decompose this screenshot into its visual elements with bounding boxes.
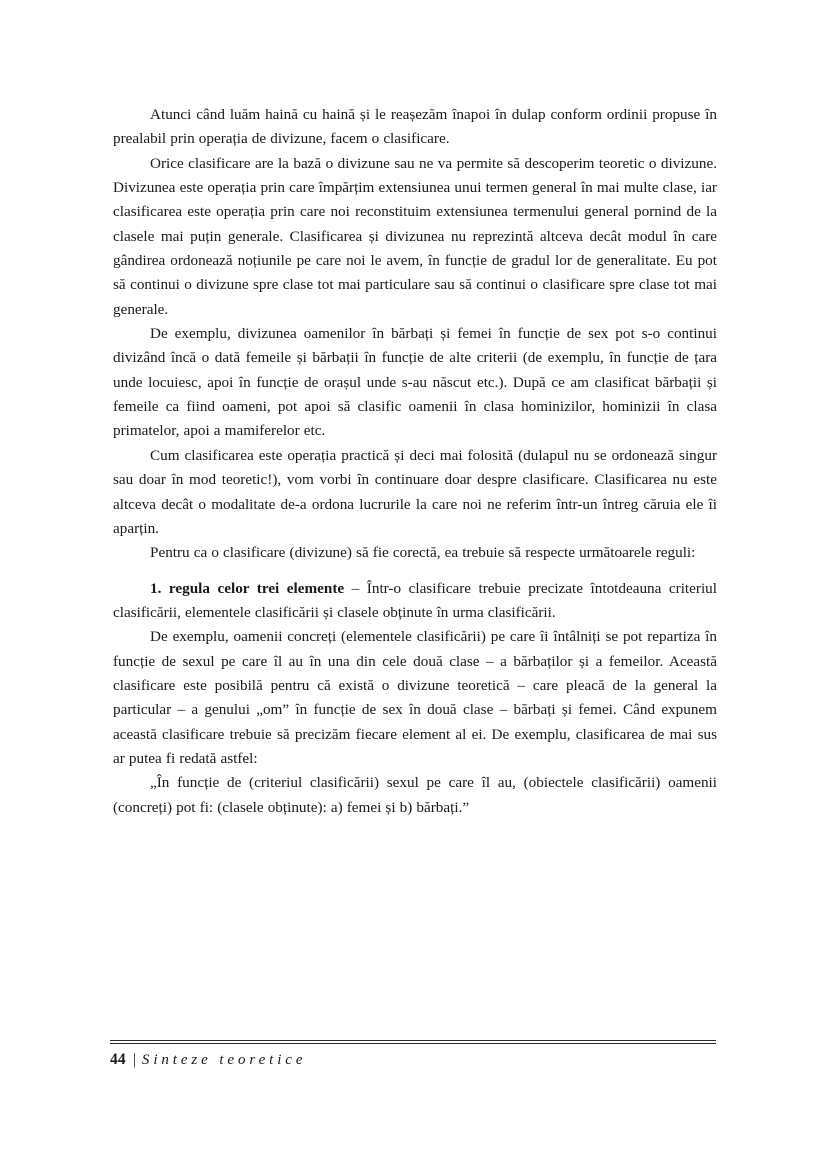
paragraph: De exemplu, oamenii concreți (elementele clasificării) pe care îi întâlniți se pot repartiza în funcție de sexul pe care îl au în una din cele două clase – a bărbaților și a femeilor. Această clasificare este posibilă pentru că există o divizune teoretică – care pleacă de la general la particular – a genului „om” în funcție de sex în două clase – bărbați și femei. Când expunem această clasificare trebuie să precizăm fiecare element al ei. De exemplu, clasificarea de mai sus ar putea fi redată astfel:: [113, 628, 717, 767]
rule-paragraph: [113, 577, 717, 626]
paragraph: Pentru ca o clasificare (divizune) să fie corectă, ea trebuie să respecte următoarele reguli:: [150, 544, 696, 562]
body-text-column: [113, 103, 717, 820]
page-number: 44: [110, 1051, 126, 1068]
paragraph: Orice clasificare are la bază o divizune sau ne va permite să descoperim teoretic o divizune. Divizunea este operația prin care împărțim extensiunea unui termen general în mai multe clase, iar clasificarea este operația prin care noi reconstituim extensiunea termenului general pornind de la clasele mai puțin generale. Clasificarea și divizunea nu reprezintă altceva decât modul în care gândirea ordonează noțiunile pe care noi le avem, în funcție de gradul lor de generalitate. Eu pot să continui o divizune spre clase tot mai particulare sau să continui o clasificare spre clase tot mai generale.: [113, 154, 717, 318]
paragraph: Atunci când luăm haină cu haină și le reașezăm înapoi în dulap conform ordinii propuse în prealabil prin operația de divizune, facem o clasificare.: [113, 106, 717, 148]
rule-heading: 1. regula celor trei elemente: [150, 579, 345, 597]
paragraph: De exemplu, divizunea oamenilor în bărbați și femei în funcție de sex pot s-o continui divizând încă o dată femeile și bărbații în funcție de alte criterii (de exemplu, în funcție de țara unde locuiesc, apoi în funcție de orașul unde s-au născut etc.). După ce am clasificat bărbații și femeile ca fiind oameni, pot apoi să clasific oamenii în clasa hominizilor, hominizii în clasa primatelor, apoi a mamiferelor etc.: [113, 325, 717, 440]
quoted-paragraph: „În funcție de (criteriul clasificării) sexul pe care îl au, (obiectele clasificării) oamenii (concreți) pot fi: (clasele obținute): a) femei și b) bărbați.”: [113, 774, 717, 816]
footer-separator: |: [132, 1051, 136, 1068]
paragraph: Cum clasificarea este operația practică și deci mai folosită (dulapul nu se ordonează singur sau doar în mod teoretic!), vom vorbi în continuare doar despre clasificare. Clasificarea nu este altceva decât o modalitate de-a ordona lucrurile la care noi ne referim într-un întreg căruia ele îi aparțin.: [113, 446, 717, 537]
rule-body: – Într-o clasificare trebuie precizate întotdeauna criteriul clasificării, elementele clasificării și clasele obținute în urma clasificării.: [113, 579, 717, 621]
footer-content: [110, 1051, 716, 1069]
footer-section-title: Sinteze teoretice: [141, 1052, 307, 1068]
footer-divider: [110, 1040, 716, 1044]
page-footer: [110, 1040, 716, 1069]
